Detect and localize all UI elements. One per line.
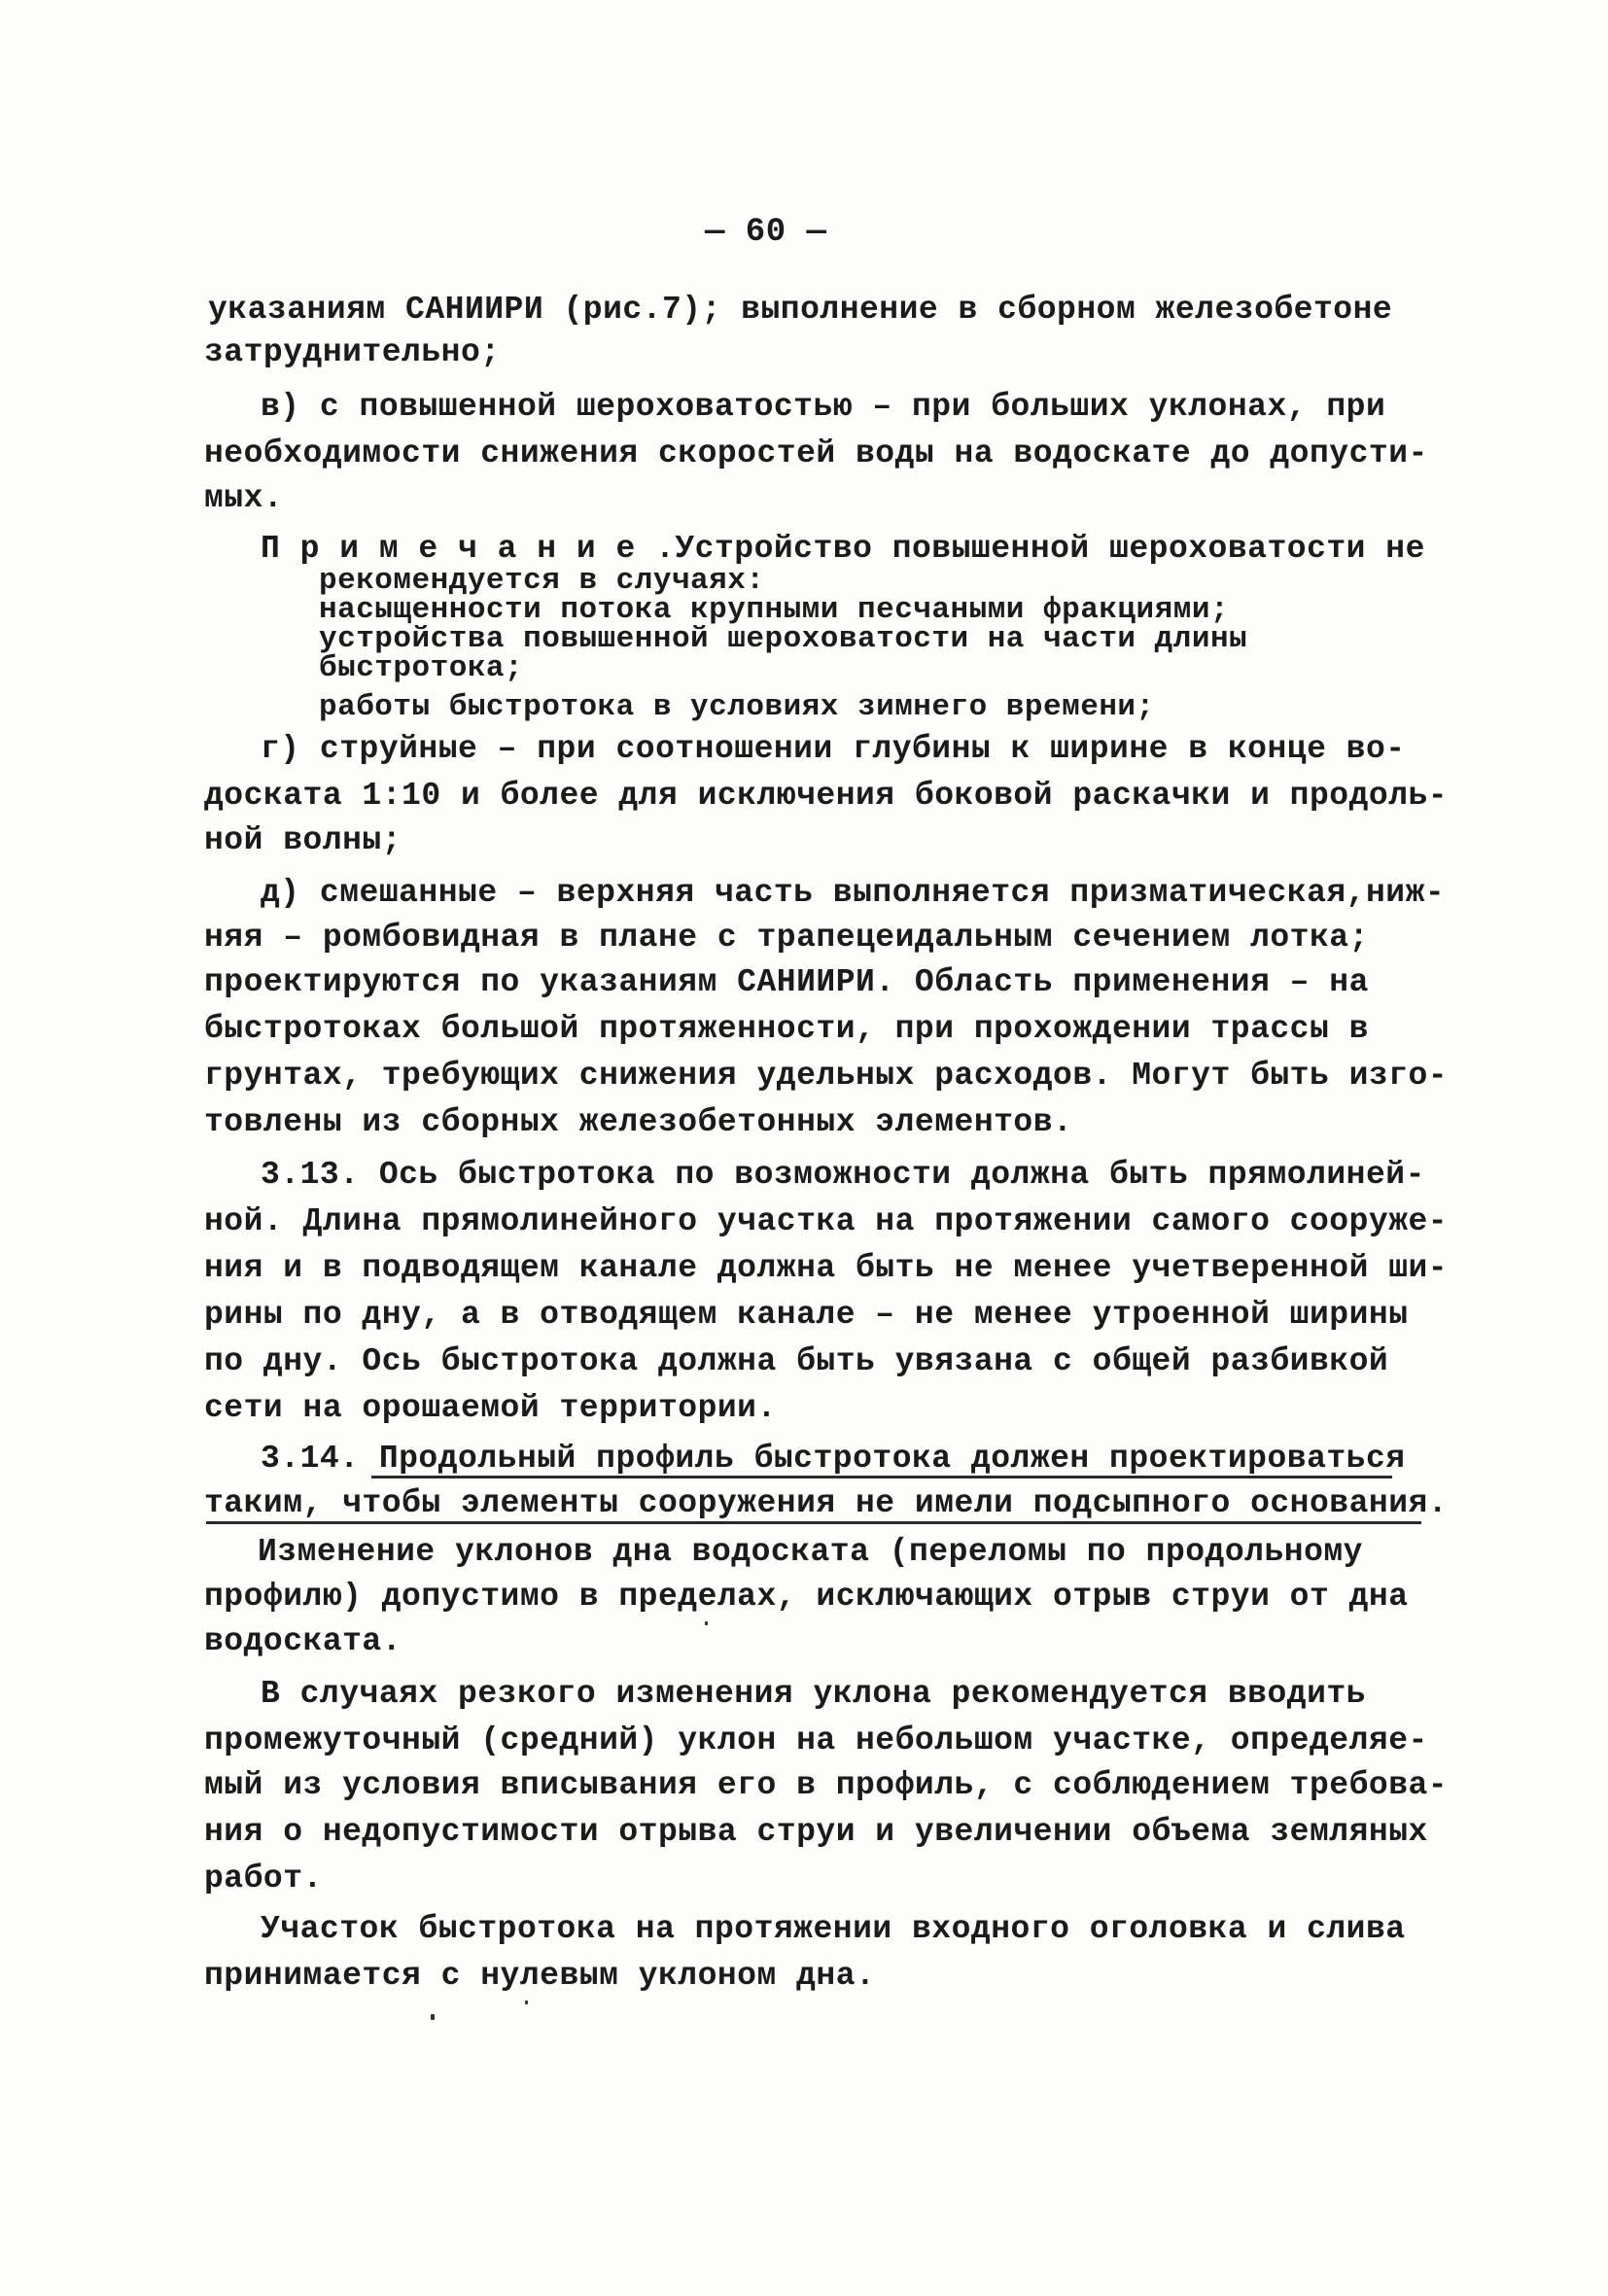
text-line: в) с повышенной шероховатостью – при больших уклонах, при	[261, 389, 1386, 425]
section-3-14: 3.14. Продольный профиль быстротока должен проектироваться	[261, 1441, 1406, 1477]
text-line: водоската.	[204, 1623, 402, 1659]
text-line: рины по дну, а в отводящем канале – не менее утроенной ширины	[204, 1297, 1409, 1333]
handwritten-underline	[371, 1476, 1392, 1478]
text-line: мых.	[204, 480, 284, 516]
text-line: принимается с нулевым уклоном дна.	[204, 1958, 876, 1994]
text-line: Участок быстротока на протяжении входного оголовка и слива	[261, 1911, 1406, 1947]
note-line: рекомендуется в случаях:	[319, 564, 765, 598]
note-line: быстротока;	[319, 651, 524, 685]
text-line: необходимости снижения скоростей воды на водоскате до допусти-	[204, 435, 1428, 471]
text-line: ния о недопустимости отрыва струи и увеличении объема земляных	[204, 1814, 1428, 1850]
text-line: Изменение уклонов дна водоската (переломы по продольному	[258, 1534, 1363, 1570]
page-number: — 60 —	[705, 214, 827, 251]
note-line: устройства повышенной шероховатости на части длины	[319, 622, 1248, 656]
text-line: мый из условия вписывания его в профиль, с соблюдением требова-	[204, 1767, 1449, 1803]
text-line: быстротоках большой протяженности, при прохождении трассы в	[204, 1011, 1369, 1047]
text-line: по дну. Ось быстротока должна быть увязана с общей разбивкой	[204, 1343, 1389, 1379]
text-line: В случаях резкого изменения уклона рекомендуется вводить	[261, 1676, 1366, 1712]
text-line: проектируются по указаниям САНИИРИ. Область применения – на	[204, 964, 1369, 1000]
speck-mark	[525, 2000, 528, 2004]
text-line: сети на орошаемой территории.	[204, 1390, 777, 1426]
text-line: товлены из сборных железобетонных элементов.	[204, 1104, 1073, 1140]
text-line: няя – ромбовидная в плане с трапецеидальным сечением лотка;	[204, 920, 1369, 956]
text-line: затруднительно;	[204, 334, 501, 370]
text-line: грунтах, требующих снижения удельных расходов. Могут быть изго-	[204, 1058, 1449, 1094]
text-line: работ.	[204, 1861, 323, 1896]
note-line: насыщенности потока крупными песчаными фракциями;	[319, 593, 1230, 627]
text-line: г) струйные – при соотношении глубины к ширине в конце во-	[261, 731, 1406, 767]
speck-mark	[431, 2014, 435, 2020]
text-line: промежуточный (средний) уклон на небольшом участке, определяе-	[204, 1722, 1428, 1758]
note-heading: П р и м е ч а н и е .Устройство повышенной шероховатости не	[261, 531, 1425, 567]
handwritten-underline	[206, 1521, 1421, 1524]
text-line: ния и в подводящем канале должна быть не менее учетверенной ши-	[204, 1250, 1449, 1286]
text-line: доската 1:10 и более для исключения боковой раскачки и продоль-	[204, 778, 1449, 814]
text-line: профилю) допустимо в пределах, исключающих отрыв струи от дна	[204, 1579, 1409, 1615]
text-line: указаниям САНИИРИ (рис.7); выполнение в сборном железобетоне	[208, 292, 1393, 328]
text-line: д) смешанные – верхняя часть выполняется призматическая,ниж-	[261, 875, 1446, 911]
speck-mark	[705, 1621, 708, 1625]
text-line: таким, чтобы элементы сооружения не имели подсыпного основания.	[204, 1485, 1449, 1521]
note-line: работы быстротока в условиях зимнего времени;	[319, 690, 1155, 724]
text-line: ной волны;	[204, 822, 402, 858]
text-line: ной. Длина прямолинейного участка на протяжении самого сооруже-	[204, 1203, 1449, 1239]
section-3-13: 3.13. Ось быстротока по возможности должна быть прямолиней-	[261, 1157, 1425, 1193]
